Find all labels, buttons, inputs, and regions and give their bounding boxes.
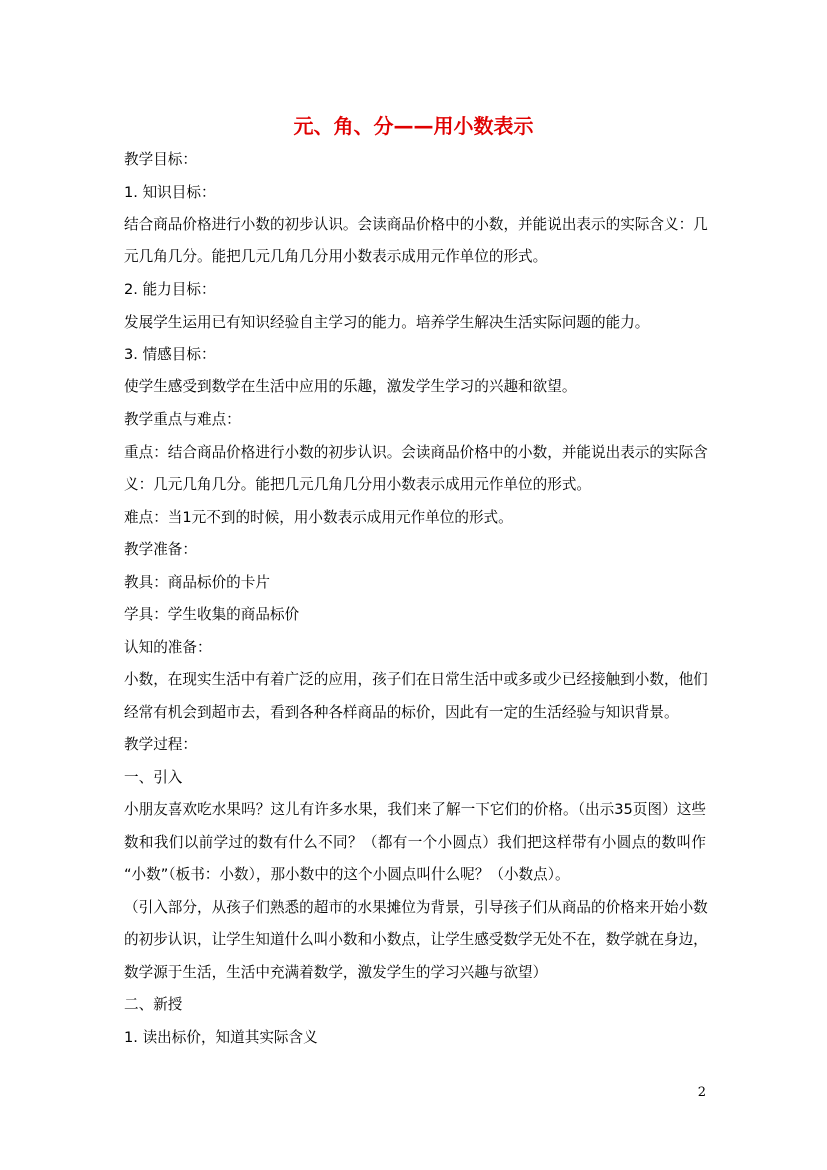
paragraph-line: 学具：学生收集的商品标价 bbox=[124, 606, 300, 623]
paragraph-line: 数学源于生活，生活中充满着数学，激发学生的学习兴趣与欲望） bbox=[124, 964, 548, 981]
paragraph-line: 数和我们以前学过的数有什么不同？（都有一个小圆点）我们把这样带有小圆点的数叫作 bbox=[124, 834, 706, 851]
paragraph-line: 使学生感受到数学在生活中应用的乐趣，激发学生学习的兴趣和欲望。 bbox=[124, 378, 577, 395]
paragraph-line: 发展学生运用已有知识经验自主学习的能力。培养学生解决生活实际问题的能力。 bbox=[124, 314, 650, 331]
page-number: 2 bbox=[697, 1085, 706, 1100]
paragraph-line: 重点：结合商品价格进行小数的初步认识。会读商品价格中的小数，并能说出表示的实际含 bbox=[124, 444, 708, 461]
paragraph-line: 元几角几分。能把几元几角几分用小数表示成用元作单位的形式。 bbox=[124, 248, 548, 265]
subheading-ability-goal: 2. 能力目标： bbox=[124, 281, 216, 298]
section-heading-preparation: 教学准备： bbox=[124, 541, 197, 558]
section-heading-teaching-goals: 教学目标： bbox=[124, 151, 197, 168]
section-heading-key-points: 教学重点与难点： bbox=[124, 411, 241, 428]
subheading-introduction: 一、引入 bbox=[124, 769, 183, 786]
paragraph-line: 小数，在现实生活中有着广泛的应用，孩子们在日常生活中或多或少已经接触到小数，他们 bbox=[124, 671, 708, 688]
paragraph-line: 小朋友喜欢吃水果吗？这儿有许多水果，我们来了解一下它们的价格。（出示35页图）这些 bbox=[124, 801, 706, 818]
paragraph-line: 义：几元几角几分。能把几元几角几分用小数表示成用元作单位的形式。 bbox=[124, 476, 592, 493]
paragraph-line: 难点：当1元不到的时候，用小数表示成用元作单位的形式。 bbox=[124, 509, 513, 526]
subheading-knowledge-goal: 1. 知识目标： bbox=[124, 184, 216, 201]
paragraph-line: 结合商品价格进行小数的初步认识。会读商品价格中的小数，并能说出表示的实际含义：几 bbox=[124, 216, 708, 233]
paragraph-line: （引入部分，从孩子们熟悉的超市的水果摊位为背景，引导孩子们从商品的价格来开始小数 bbox=[124, 899, 708, 916]
section-heading-teaching-process: 教学过程： bbox=[124, 736, 197, 753]
section-heading-cognitive-preparation: 认知的准备： bbox=[124, 639, 212, 656]
paragraph-line: “小数”（板书：小数），那小数中的这个小圆点叫什么呢？（小数点）。 bbox=[124, 866, 570, 883]
paragraph-line: 经常有机会到超市去，看到各种各样商品的标价，因此有一定的生活经验与知识背景。 bbox=[124, 704, 679, 721]
paragraph-line: 的初步认识，让学生知道什么叫小数和小数点，让学生感受数学无处不在，数学就在身边， bbox=[124, 931, 708, 948]
subheading-new-lesson: 二、新授 bbox=[124, 996, 183, 1013]
paragraph-line: 教具：商品标价的卡片 bbox=[124, 574, 270, 591]
subheading-emotion-goal: 3. 情感目标： bbox=[124, 346, 216, 363]
subheading-read-prices: 1. 读出标价，知道其实际含义 bbox=[124, 1029, 318, 1046]
document-title: 元、角、分——用小数表示 bbox=[293, 114, 534, 138]
